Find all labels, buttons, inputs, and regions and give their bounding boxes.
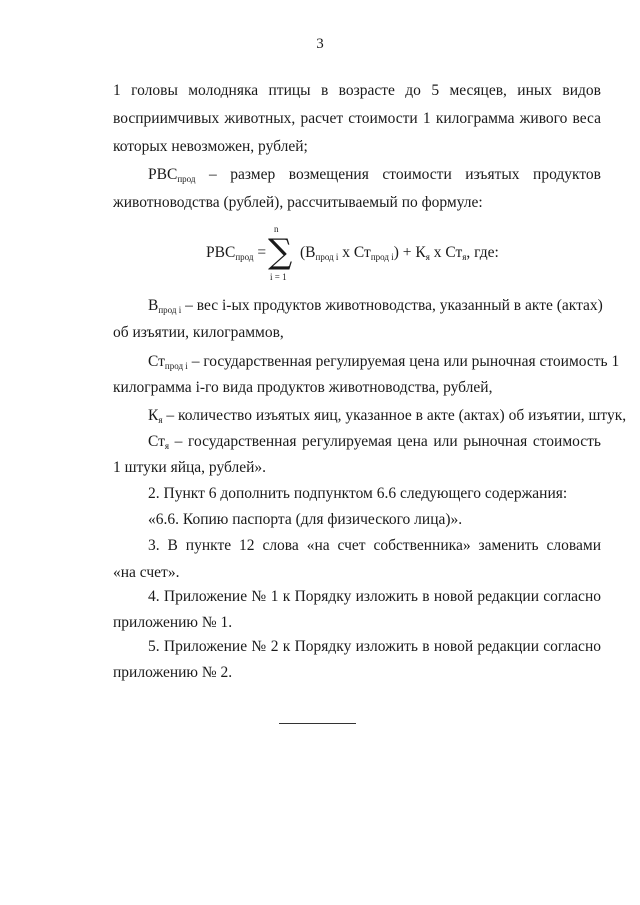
text-line: $Ст_{прод i}$ – государственная регулируемая цена или рыночная стоимость 1 (148, 353, 620, 371)
formula (206, 224, 526, 288)
text-line: «6.6. Копию паспорта (для физического лица)». (148, 511, 463, 528)
sum-upper-limit: n (274, 224, 279, 234)
text-line: «на счет». (113, 564, 180, 581)
text-line: $В_{прод i}$ – вес i-ых продуктов животноводства, указанный в акте (актах) (148, 297, 603, 315)
text-line: 3. В пункте 12 слова «на счет собственника» заменить словами (148, 537, 601, 554)
text-line: которых невозможен, рублей; (113, 138, 308, 155)
text-line: об изъятии, килограммов, (113, 324, 284, 341)
text-line: приложению № 2. (113, 664, 233, 681)
text-line: 4. Приложение № 1 к Порядку изложить в новой редакции согласно (148, 588, 601, 605)
separator-line (279, 723, 356, 724)
text-line: $К_я$ – количество изъятых яиц, указанное в акте (актах) об изъятии, штук, (148, 407, 627, 425)
text-line: $РВС_{прод}$ – размер возмещения стоимости изъятых продуктов (148, 166, 601, 184)
formula-lhs: $РВС_{прод}$ = (206, 244, 267, 262)
sum-lower-limit: i = 1 (270, 272, 287, 282)
text-line: 2. Пункт 6 дополнить подпунктом 6.6 следующего содержания: (148, 485, 568, 502)
page-number: 3 (316, 36, 324, 52)
text-line: 5. Приложение № 2 к Порядку изложить в новой редакции согласно (148, 638, 601, 655)
text-line: восприимчивых животных, расчет стоимости 1 килограмма живого веса (113, 110, 601, 127)
formula-rhs: ($В_{прод i}$ x $Ст_{прод i}) + К_я$ x $Ст_я$, где: (300, 244, 499, 262)
text-line: 1 штуки яйца, рублей». (113, 459, 267, 476)
text-line: животноводства (рублей), рассчитываемый по формуле: (113, 194, 483, 211)
sum-symbol: ∑ (268, 232, 293, 272)
text-line: килограмма i-го вида продуктов животноводства, рублей, (113, 379, 493, 396)
text-line: приложению № 1. (113, 614, 233, 631)
text-line: $Ст_я$ – государственная регулируемая цена или рыночная стоимость (148, 433, 601, 451)
text-line: 1 головы молодняка птицы в возрасте до 5 месяцев, иных видов (113, 82, 601, 99)
